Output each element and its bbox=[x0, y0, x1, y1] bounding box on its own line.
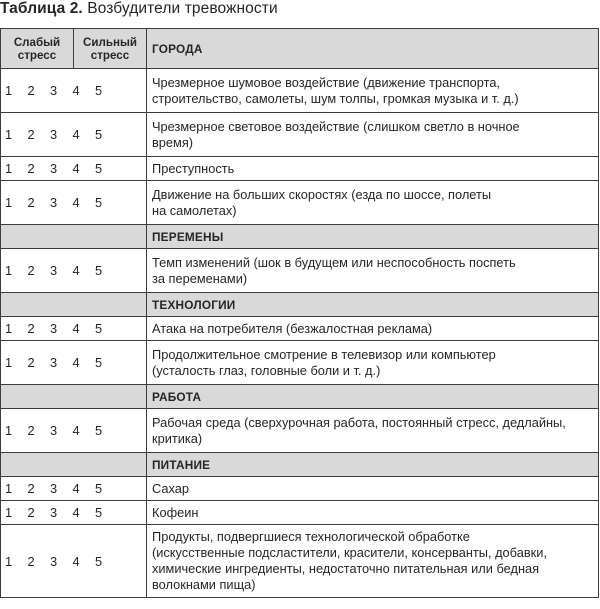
rating-option[interactable]: 1 bbox=[5, 127, 13, 142]
rating-scale bbox=[1, 409, 147, 453]
rating-option[interactable]: 2 bbox=[27, 127, 35, 142]
table-row bbox=[1, 317, 599, 341]
stressor-description bbox=[147, 157, 599, 181]
stressor-description-line: химические ингредиенты, недостаточно питательная или бедная bbox=[152, 561, 540, 576]
section-row bbox=[1, 453, 599, 477]
stressor-description bbox=[147, 113, 599, 157]
rating-scale bbox=[1, 249, 147, 293]
rating-option[interactable]: 4 bbox=[72, 321, 80, 336]
rating-option[interactable]: 2 bbox=[27, 505, 35, 520]
rating-scale bbox=[1, 501, 147, 525]
rating-option[interactable]: 5 bbox=[95, 505, 103, 520]
rating-option[interactable]: 1 bbox=[5, 195, 13, 210]
strong-stress-header-line: стресс bbox=[90, 48, 130, 62]
stressor-description-line: за переменами) bbox=[152, 270, 248, 286]
rating-option[interactable]: 2 bbox=[27, 321, 35, 336]
rating-option[interactable]: 5 bbox=[95, 481, 103, 496]
rating-option[interactable]: 1 bbox=[5, 321, 13, 336]
rating-option[interactable]: 3 bbox=[50, 355, 58, 370]
rating-option[interactable]: 1 bbox=[5, 423, 13, 438]
table-caption bbox=[0, 0, 278, 24]
stressor-description-line: Преступность bbox=[152, 160, 235, 176]
rating-option[interactable]: 5 bbox=[95, 321, 103, 336]
rating-option[interactable]: 2 bbox=[27, 161, 35, 176]
rating-option[interactable]: 1 bbox=[5, 83, 13, 98]
section-row bbox=[1, 293, 599, 317]
rating-option[interactable]: 3 bbox=[50, 505, 58, 520]
rating-scale bbox=[1, 157, 147, 181]
section-row bbox=[1, 225, 599, 249]
section-row bbox=[1, 385, 599, 409]
rating-scale bbox=[1, 341, 147, 385]
stressor-description-line: Чрезмерное шумовое воздействие (движение транспорта, bbox=[152, 74, 501, 90]
rating-option[interactable]: 4 bbox=[72, 553, 80, 569]
stressor-description-line: строительство, самолеты, шум толпы, громкая музыка и т. д.) bbox=[152, 90, 519, 106]
stressor-description bbox=[147, 181, 599, 225]
rating-option[interactable]: 4 bbox=[72, 263, 80, 278]
table-row bbox=[1, 249, 599, 293]
rating-option[interactable]: 5 bbox=[95, 161, 103, 176]
rating-option[interactable]: 1 bbox=[5, 161, 13, 176]
section-title: ПЕРЕМЕНЫ bbox=[147, 225, 599, 249]
table-header-row bbox=[1, 29, 599, 69]
table-row bbox=[1, 501, 599, 525]
rating-option[interactable]: 4 bbox=[72, 481, 80, 496]
rating-option[interactable]: 4 bbox=[72, 423, 80, 438]
rating-option[interactable]: 5 bbox=[95, 127, 103, 142]
section-scale-empty bbox=[1, 453, 147, 477]
stressor-description-line: Кофеин bbox=[152, 504, 199, 520]
caption-label: Таблица 2. bbox=[0, 0, 83, 17]
section-title: ГОРОДА bbox=[147, 29, 599, 69]
rating-scale bbox=[1, 181, 147, 225]
table-row bbox=[1, 181, 599, 225]
rating-option[interactable]: 2 bbox=[27, 263, 35, 278]
rating-option[interactable]: 2 bbox=[27, 553, 35, 569]
rating-option[interactable]: 2 bbox=[27, 195, 35, 210]
section-scale-empty bbox=[1, 225, 147, 249]
rating-option[interactable]: 5 bbox=[95, 83, 103, 98]
strong-stress-header-line: Сильный bbox=[82, 35, 138, 49]
rating-scale bbox=[1, 525, 147, 598]
table-row bbox=[1, 157, 599, 181]
stressor-description bbox=[147, 317, 599, 341]
rating-option[interactable]: 1 bbox=[5, 505, 13, 520]
table-row bbox=[1, 525, 599, 598]
rating-option[interactable]: 4 bbox=[72, 355, 80, 370]
section-scale-empty bbox=[1, 293, 147, 317]
stressor-description bbox=[147, 409, 599, 453]
strong-stress-header bbox=[74, 29, 147, 69]
rating-option[interactable]: 1 bbox=[5, 553, 13, 569]
stress-table-body bbox=[1, 29, 599, 598]
stressor-description bbox=[147, 525, 599, 598]
rating-option[interactable]: 2 bbox=[27, 423, 35, 438]
rating-option[interactable]: 5 bbox=[95, 195, 103, 210]
stressor-description bbox=[147, 69, 599, 113]
stressor-description-line: Чрезмерное световое воздействие (слишком светло в ночное bbox=[152, 118, 520, 134]
rating-option[interactable]: 3 bbox=[50, 127, 58, 142]
section-title: ПИТАНИЕ bbox=[147, 453, 599, 477]
rating-option[interactable]: 2 bbox=[27, 481, 35, 496]
stressor-description-line: (усталость глаз, головные боли и т. д.) bbox=[152, 362, 381, 378]
section-title: РАБОТА bbox=[147, 385, 599, 409]
stressor-description-line: Движение на больших скоростях (езда по шоссе, полеты bbox=[152, 186, 492, 202]
stressor-description-line: критика) bbox=[152, 430, 203, 446]
stressor-description-line: на самолетах) bbox=[152, 202, 237, 218]
stressor-description-line: Темп изменений (шок в будущем или неспособность поспеть bbox=[152, 254, 516, 270]
stressor-description-line: волокнами пища) bbox=[152, 577, 256, 592]
weak-stress-header-line: стресс bbox=[17, 48, 57, 62]
stressor-description-line: Сахар bbox=[152, 480, 189, 496]
weak-stress-header bbox=[1, 29, 74, 69]
stressor-description-line: Продукты, подвергшиеся технологической обработке bbox=[152, 529, 470, 544]
caption-text: Возбудители тревожности bbox=[87, 0, 278, 17]
stressor-description-line: Атака на потребителя (безжалостная реклама) bbox=[152, 320, 433, 336]
rating-option[interactable]: 4 bbox=[72, 505, 80, 520]
rating-option[interactable]: 1 bbox=[5, 481, 13, 496]
rating-option[interactable]: 5 bbox=[95, 355, 103, 370]
rating-scale bbox=[1, 477, 147, 501]
stressor-description-line: Рабочая среда (сверхурочная работа, постоянный стресс, дедлайны, bbox=[152, 414, 566, 430]
rating-option[interactable]: 3 bbox=[50, 161, 58, 176]
stressor-description bbox=[147, 501, 599, 525]
rating-scale bbox=[1, 69, 147, 113]
rating-option[interactable]: 3 bbox=[50, 83, 58, 98]
rating-option[interactable]: 3 bbox=[50, 321, 58, 336]
rating-option[interactable]: 3 bbox=[50, 481, 58, 496]
rating-option[interactable]: 4 bbox=[72, 195, 80, 210]
rating-option[interactable]: 3 bbox=[50, 195, 58, 210]
table-row bbox=[1, 477, 599, 501]
rating-option[interactable]: 4 bbox=[72, 127, 80, 142]
stressor-description bbox=[147, 477, 599, 501]
rating-option[interactable]: 3 bbox=[50, 263, 58, 278]
section-title: ТЕХНОЛОГИИ bbox=[147, 293, 599, 317]
rating-option[interactable]: 1 bbox=[5, 355, 13, 370]
rating-scale bbox=[1, 317, 147, 341]
rating-option[interactable]: 5 bbox=[95, 553, 103, 569]
rating-option[interactable]: 3 bbox=[50, 423, 58, 438]
rating-option[interactable]: 4 bbox=[72, 83, 80, 98]
rating-option[interactable]: 3 bbox=[50, 553, 58, 569]
rating-option[interactable]: 2 bbox=[27, 355, 35, 370]
stressor-description-line: Продолжительное смотрение в телевизор или компьютер bbox=[152, 346, 496, 362]
stressor-description-line: (искусственные подсластители, красители, консерванты, добавки, bbox=[152, 545, 547, 560]
table-row bbox=[1, 113, 599, 157]
stressor-description-line: время) bbox=[152, 134, 194, 150]
rating-option[interactable]: 4 bbox=[72, 161, 80, 176]
section-scale-empty bbox=[1, 385, 147, 409]
rating-option[interactable]: 5 bbox=[95, 423, 103, 438]
rating-option[interactable]: 1 bbox=[5, 263, 13, 278]
stressor-description bbox=[147, 249, 599, 293]
rating-option[interactable]: 2 bbox=[27, 83, 35, 98]
table-row bbox=[1, 69, 599, 113]
table-row bbox=[1, 409, 599, 453]
table-row bbox=[1, 341, 599, 385]
weak-stress-header-line: Слабый bbox=[13, 35, 61, 49]
rating-option[interactable]: 5 bbox=[95, 263, 103, 278]
stress-table bbox=[0, 28, 599, 598]
stressor-description bbox=[147, 341, 599, 385]
rating-scale bbox=[1, 113, 147, 157]
